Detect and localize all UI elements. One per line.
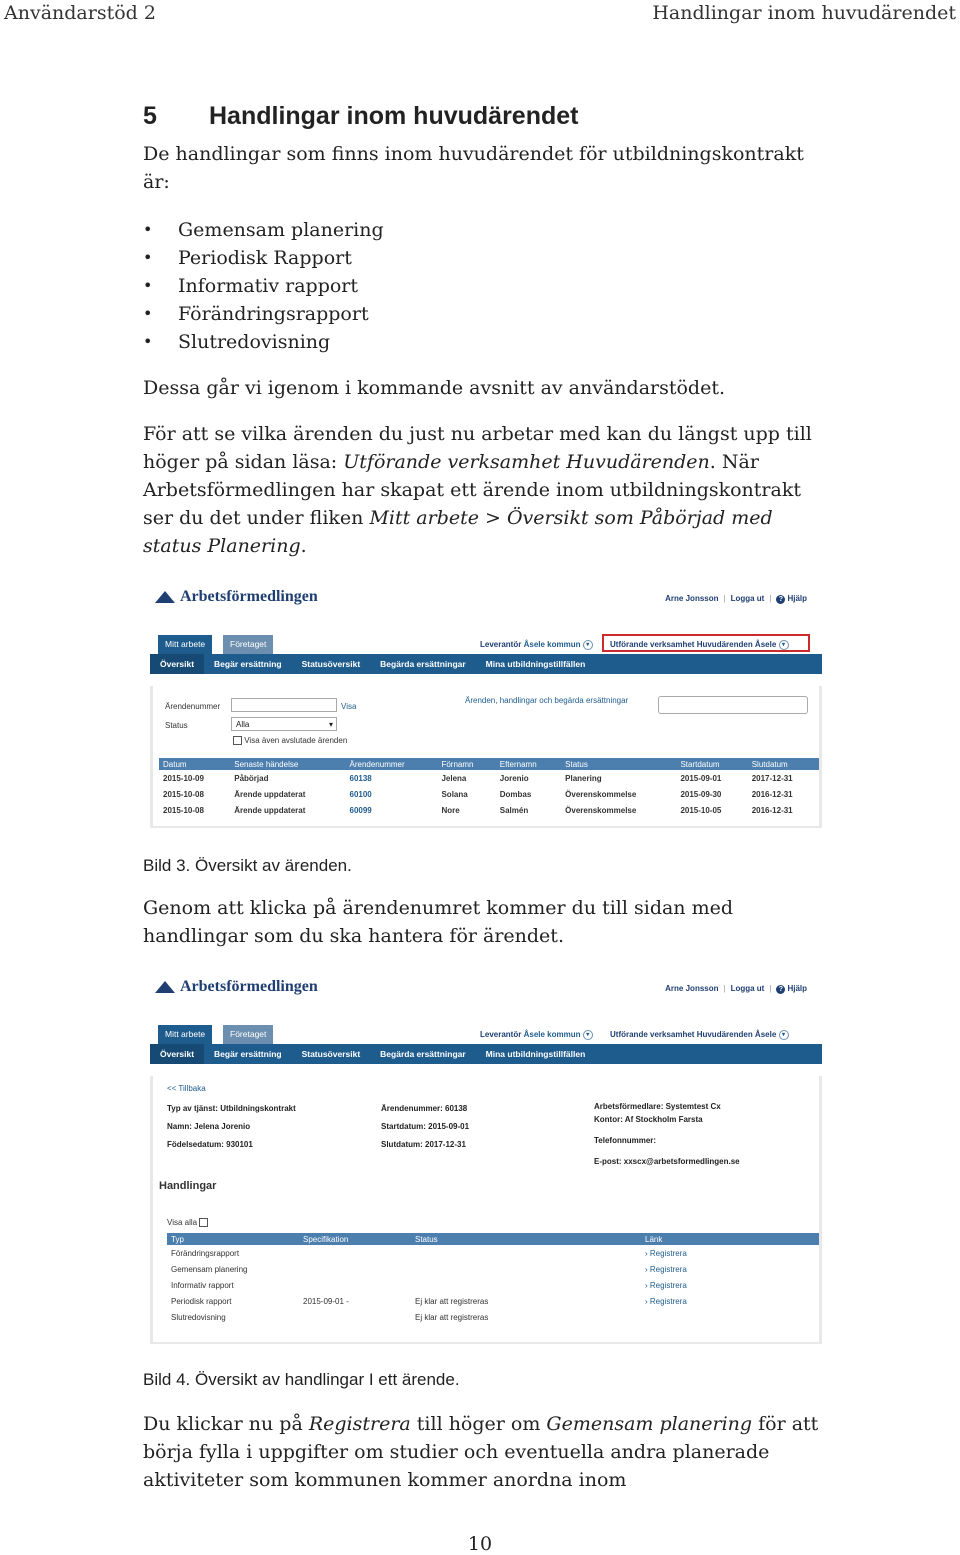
- table-cell: Solana: [441, 789, 468, 799]
- nav-begarda-ersattningar[interactable]: Begärda ersättningar: [380, 1049, 466, 1059]
- text-run: Du klickar nu på: [143, 1413, 309, 1435]
- paragraph-overview: Dessa går vi igenom i kommande avsnitt av användarstödet.: [143, 377, 726, 399]
- header-document-title: Användarstöd 2: [4, 2, 156, 24]
- table-cell: 2015-10-08: [163, 789, 204, 799]
- user-links: [665, 984, 807, 994]
- logo-icon: [155, 590, 175, 604]
- status-label: Status: [165, 721, 188, 730]
- supplier-value: Åsele kommun: [523, 640, 581, 650]
- register-label: Registrera: [649, 1264, 687, 1274]
- tab-mitt-arbete[interactable]: Mitt arbete: [158, 1025, 212, 1044]
- register-link[interactable]: [641, 1245, 819, 1261]
- service-type: Typ av tjänst: Utbildningskontrakt: [167, 1104, 296, 1113]
- table-cell: Förändringsrapport: [171, 1248, 240, 1258]
- birth-date: Födelsedatum: 930101: [167, 1140, 253, 1149]
- nav-mina-utbildningstillfallen[interactable]: Mina utbildningstillfällen: [485, 659, 586, 669]
- register-link[interactable]: [641, 1293, 819, 1309]
- column-header: Typ: [167, 1233, 299, 1245]
- table-cell: Påbörjad: [234, 773, 269, 783]
- column-header[interactable]: Efternamn: [496, 758, 561, 770]
- cases-table: [159, 758, 819, 818]
- table-row: [167, 1261, 819, 1277]
- column-header[interactable]: Status: [561, 758, 676, 770]
- column-header[interactable]: Slutdatum: [748, 758, 819, 770]
- register-link[interactable]: [641, 1277, 819, 1293]
- case-info: [381, 1100, 469, 1154]
- separator: |: [723, 594, 726, 603]
- list-item: • Slutredovisning: [143, 328, 823, 356]
- supplier-selector[interactable]: [480, 1030, 593, 1040]
- running-header: [0, 0, 960, 26]
- table-row: [159, 802, 819, 818]
- help-link[interactable]: [776, 984, 807, 994]
- list-item: • Periodisk Rapport: [143, 244, 823, 272]
- table-cell: 2015-10-09: [163, 773, 204, 783]
- table-cell: [411, 1261, 641, 1277]
- case-number-label: Ärendenummer: [165, 702, 221, 711]
- chevron-down-icon: ▾: [583, 1030, 593, 1040]
- logout-link[interactable]: Logga ut: [730, 984, 765, 993]
- intro-paragraph: De handlingar som finns inom huvudärendet för utbildningskontrakt är:: [143, 143, 804, 193]
- table-cell: 2015-10-05: [680, 805, 722, 815]
- chevron-down-icon: ▾: [779, 640, 789, 650]
- text-run: .: [300, 535, 307, 557]
- text-run: För att se vilka ärenden du just nu arbetar med kan du längst upp till höger på sidan läsa:: [143, 423, 812, 473]
- show-all-label: Visa alla: [167, 1218, 198, 1227]
- screenshot-case-overview: [150, 584, 822, 828]
- table-cell: 2016-12-31: [751, 805, 793, 815]
- show-closed-checkbox[interactable]: [233, 736, 242, 745]
- table-cell: 2015-09-01: [680, 773, 722, 783]
- app-topbar: [150, 584, 822, 634]
- paragraph-register: [143, 1410, 823, 1494]
- text-run: för att börja fylla i uppgifter om studier och eventuella andra planerade aktiviteter som kommunen kommer anordna inom: [143, 1413, 819, 1491]
- table-cell: Nore: [441, 805, 460, 815]
- case-number-link[interactable]: 60138: [349, 773, 372, 783]
- nav-oversikt[interactable]: Översikt: [150, 654, 204, 674]
- logo: [155, 588, 318, 606]
- table-cell: Överenskommelse: [565, 805, 637, 815]
- table-header-row: [167, 1233, 819, 1245]
- table-cell: 2015-09-30: [680, 789, 722, 799]
- documents-table: [167, 1233, 819, 1325]
- figure-caption: Bild 4. Översikt av handlingar I ett ärende.: [143, 1370, 460, 1389]
- text-run: . När Arbetsförmedlingen har skapat ett ärende inom utbildningskontrakt ser du det under fliken: [143, 451, 801, 529]
- column-header: Status: [411, 1233, 641, 1245]
- nav-statusoversikt[interactable]: Statusöversikt: [301, 659, 361, 669]
- column-header[interactable]: Startdatum: [676, 758, 747, 770]
- table-row: [159, 770, 819, 786]
- emphasis-text: Mitt arbete > Översikt som Påbörjad med status Planering: [143, 507, 773, 557]
- nav-begar-ersattning[interactable]: Begär ersättning: [214, 659, 282, 669]
- section-number: 5: [143, 101, 157, 130]
- separator: |: [769, 594, 772, 603]
- tabs-row: [150, 634, 822, 654]
- emphasis-text: Gemensam planering: [546, 1413, 753, 1435]
- table-cell: [411, 1245, 641, 1261]
- show-closed-option[interactable]: [233, 736, 347, 745]
- table-cell: [299, 1277, 411, 1293]
- main-nav: [150, 654, 822, 674]
- column-header[interactable]: Ärendenummer: [346, 758, 438, 770]
- status-select-value: Alla: [236, 720, 250, 729]
- table-cell: Planering: [565, 773, 602, 783]
- table-header-row: [159, 758, 819, 770]
- table-cell: Jelena: [441, 773, 467, 783]
- highlight-box: [602, 634, 810, 652]
- table-cell: 2016-12-31: [751, 789, 793, 799]
- table-cell: Periodisk rapport: [171, 1296, 232, 1306]
- supplier-value: Åsele kommun: [523, 1030, 581, 1040]
- list-item: • Informativ rapport: [143, 272, 823, 300]
- app-topbar: [150, 974, 822, 1024]
- separator: |: [723, 984, 726, 993]
- page-content: [143, 96, 823, 1494]
- context-selector[interactable]: [610, 1030, 789, 1040]
- context-value: Utförande verksamhet Huvudärenden Åsele: [610, 640, 777, 650]
- tab-mitt-arbete[interactable]: Mitt arbete: [158, 635, 212, 654]
- context-value: Utförande verksamhet Huvudärenden Åsele: [610, 1030, 777, 1040]
- chevron-down-icon: ▾: [328, 720, 333, 729]
- table-cell: [641, 1309, 819, 1325]
- search-input[interactable]: [658, 696, 808, 714]
- register-link[interactable]: [641, 1261, 819, 1277]
- page-number: 10: [467, 1533, 493, 1555]
- register-label: Registrera: [649, 1280, 687, 1290]
- table-cell: [411, 1277, 641, 1293]
- help-label: Hjälp: [787, 984, 807, 993]
- officer-name: Arbetsförmedlare: Systemtest Cx: [594, 1102, 721, 1111]
- chevron-right-icon: ›: [645, 1296, 650, 1306]
- tab-foretaget[interactable]: Företaget: [223, 1025, 273, 1044]
- client-info: [167, 1100, 296, 1154]
- table-cell: Slutredovisning: [171, 1312, 226, 1322]
- chevron-right-icon: ›: [645, 1280, 650, 1290]
- column-header: Specifikation: [299, 1233, 411, 1245]
- table-cell: Salmén: [499, 805, 529, 815]
- user-name: Arne Jonsson: [665, 594, 719, 603]
- help-icon: ?: [776, 595, 785, 604]
- logout-link[interactable]: Logga ut: [730, 594, 765, 603]
- logo-text: Arbetsförmedlingen: [180, 588, 318, 605]
- table-cell: 2017-12-31: [751, 773, 793, 783]
- paragraph-find-cases: [143, 420, 823, 560]
- chevron-down-icon: ▾: [583, 640, 593, 650]
- tab-foretaget[interactable]: Företaget: [223, 635, 273, 654]
- main-nav: [150, 1044, 822, 1064]
- supplier-label: Leverantör: [480, 640, 522, 650]
- table-cell: Gemensam planering: [171, 1264, 248, 1274]
- column-header[interactable]: Förnamn: [437, 758, 495, 770]
- nav-oversikt[interactable]: Översikt: [150, 1044, 204, 1064]
- logo: [155, 978, 318, 996]
- back-link[interactable]: << Tillbaka: [167, 1084, 206, 1093]
- email: E-post: xxscx@arbetsformedlingen.se: [594, 1157, 740, 1166]
- table-row: [159, 786, 819, 802]
- header-chapter-title: Handlingar inom huvudärendet: [652, 2, 956, 24]
- nav-begar-ersattning[interactable]: Begär ersättning: [214, 1049, 282, 1059]
- table-row: [167, 1293, 819, 1309]
- officer-info: [594, 1100, 740, 1168]
- section-title: Handlingar inom huvudärendet: [209, 101, 579, 130]
- table-cell: Ärende uppdaterat: [234, 789, 306, 799]
- case-details-panel: [150, 1076, 822, 1344]
- cases-documents-link[interactable]: Ärenden, handlingar och begärda ersättningar: [465, 696, 629, 705]
- table-cell: [299, 1261, 411, 1277]
- column-header[interactable]: Datum: [159, 758, 230, 770]
- separator: |: [769, 984, 772, 993]
- register-label: Registrera: [649, 1296, 687, 1306]
- chevron-right-icon: ›: [645, 1264, 650, 1274]
- chevron-right-icon: ›: [645, 1248, 650, 1258]
- supplier-selector[interactable]: [480, 640, 593, 650]
- nav-statusoversikt[interactable]: Statusöversikt: [301, 1049, 361, 1059]
- show-all-checkbox[interactable]: [199, 1218, 208, 1227]
- user-name: Arne Jonsson: [665, 984, 719, 993]
- tabs-row: [150, 1024, 822, 1044]
- help-link[interactable]: [776, 594, 807, 604]
- table-cell: Ej klar att registreras: [415, 1312, 489, 1322]
- table-cell: Ärende uppdaterat: [234, 805, 306, 815]
- case-number-input[interactable]: [231, 698, 337, 712]
- nav-begarda-ersattningar[interactable]: Begärda ersättningar: [380, 659, 466, 669]
- table-cell: Ej klar att registreras: [415, 1296, 489, 1306]
- start-date: Startdatum: 2015-09-01: [381, 1122, 470, 1131]
- screenshot-case-documents: [150, 974, 822, 1344]
- text-run: till höger om: [410, 1413, 547, 1435]
- list-item: • Gemensam planering: [143, 216, 823, 244]
- figure-caption: Bild 3. Översikt av ärenden.: [143, 856, 352, 875]
- column-header[interactable]: Senaste händelse: [230, 758, 345, 770]
- table-row: [167, 1245, 819, 1261]
- show-closed-label: Visa även avslutade ärenden: [244, 736, 348, 745]
- case-number: Ärendenummer: 60138: [381, 1104, 468, 1113]
- column-header: Länk: [641, 1233, 819, 1245]
- section-heading: [143, 96, 823, 136]
- table-row: [167, 1277, 819, 1293]
- office: Kontor: Af Stockholm Farsta: [594, 1115, 703, 1124]
- help-label: Hjälp: [787, 594, 807, 603]
- table-cell: 2015-10-08: [163, 805, 204, 815]
- table-cell: Dombas: [499, 789, 532, 799]
- logo-icon: [155, 980, 175, 994]
- case-search-panel: [150, 686, 822, 828]
- client-name: Namn: Jelena Jorenio: [167, 1122, 251, 1131]
- supplier-label: Leverantör: [480, 1030, 522, 1040]
- table-cell: 2015-09-01 -: [303, 1296, 349, 1306]
- show-link[interactable]: Visa: [341, 702, 357, 711]
- table-cell: Överenskommelse: [565, 789, 637, 799]
- help-icon: ?: [776, 985, 785, 994]
- documents-heading: Handlingar: [159, 1180, 217, 1192]
- paragraph-click-case: Genom att klicka på ärendenumret kommer du till sidan med handlingar som du ska hantera för ärendet.: [143, 897, 734, 947]
- case-number-link[interactable]: 60099: [349, 805, 372, 815]
- register-label: Registrera: [649, 1248, 687, 1258]
- status-select[interactable]: [231, 717, 337, 731]
- show-all-option[interactable]: [167, 1218, 208, 1227]
- table-cell: [299, 1309, 411, 1325]
- table-cell: Jorenio: [499, 773, 529, 783]
- logo-text: Arbetsförmedlingen: [180, 978, 318, 995]
- end-date: Slutdatum: 2017-12-31: [381, 1140, 466, 1149]
- table-row: [167, 1309, 819, 1325]
- emphasis-text: Registrera: [308, 1413, 411, 1435]
- table-cell: [299, 1245, 411, 1261]
- nav-mina-utbildningstillfallen[interactable]: Mina utbildningstillfällen: [485, 1049, 586, 1059]
- user-links: [665, 594, 807, 604]
- emphasis-text: Utförande verksamhet Huvudärenden: [343, 451, 710, 473]
- list-item: • Förändringsrapport: [143, 300, 823, 328]
- document-types-list: [143, 216, 823, 356]
- case-number-link[interactable]: 60100: [349, 789, 372, 799]
- chevron-down-icon: ▾: [779, 1030, 789, 1040]
- table-cell: Informativ rapport: [171, 1280, 234, 1290]
- phone-number: Telefonnummer:: [594, 1136, 657, 1145]
